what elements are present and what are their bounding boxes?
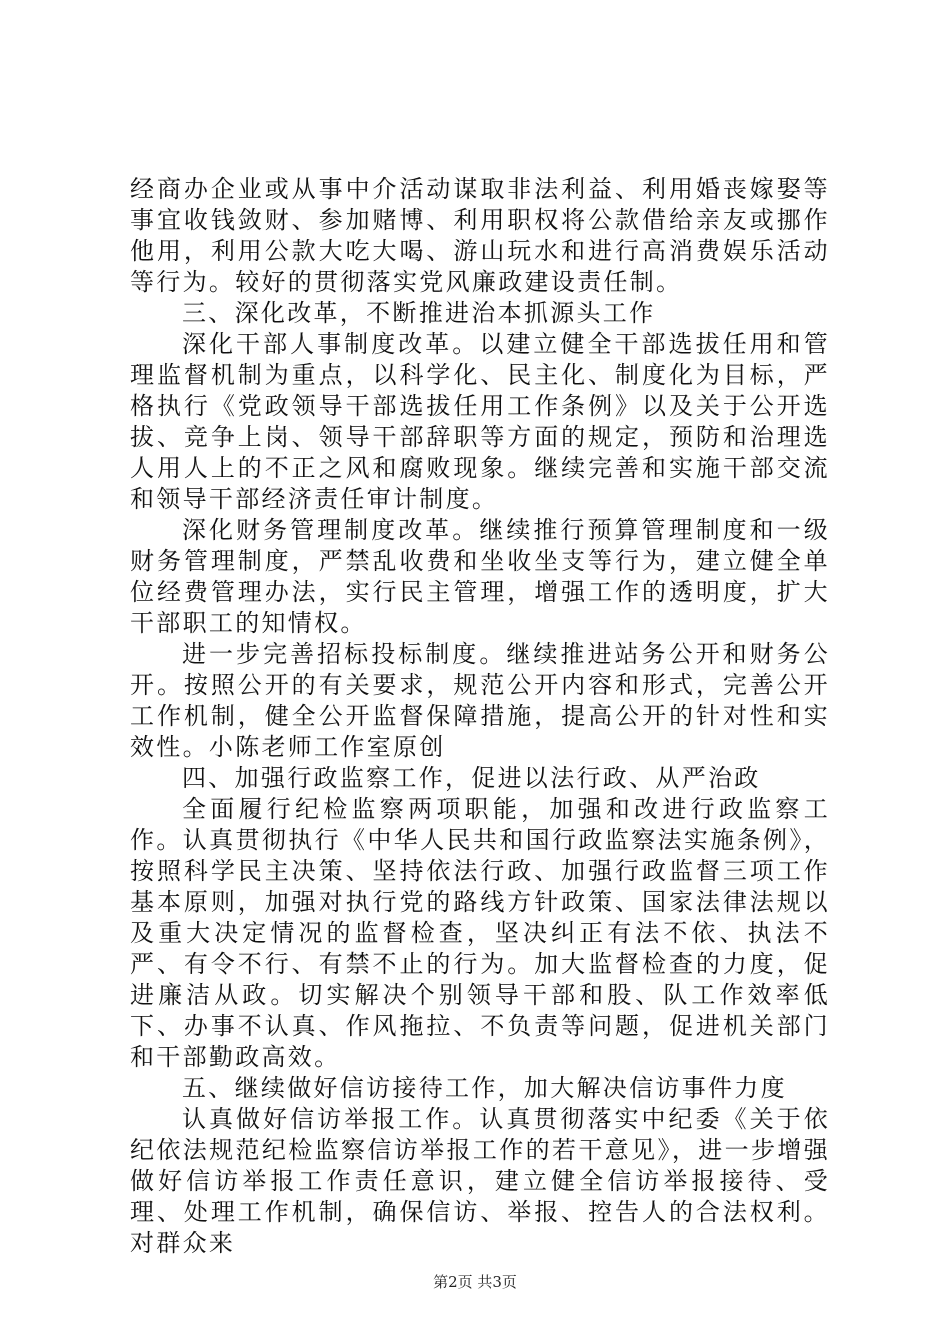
document-body	[130, 174, 830, 1259]
paragraph-petition: 认真做好信访举报工作。认真贯彻落实中纪委《关于依纪依法规范纪检监察信访举报工作的若干意见》，进一步增强做好信访举报工作责任意识，建立健全信访举报接待、受理、处理工作机制，确保信访、举报、控告人的合法权利。对群众来	[130, 1105, 830, 1257]
paragraph-finance-reform: 深化财务管理制度改革。继续推行预算管理制度和一级财务管理制度，严禁乱收费和坐收坐支等行为，建立健全单位经费管理办法，实行民主管理，增强工作的透明度，扩大干部职工的知情权。	[130, 516, 830, 637]
paragraph-bidding-system: 进一步完善招标投标制度。继续推进站务公开和财务公开。按照公开的有关要求，规范公开内容和形式，完善公开工作机制，健全公开监督保障措施，提高公开的针对性和实效性。小陈老师工作室原创	[130, 640, 830, 761]
section-heading-3: 三、深化改革，不断推进治本抓源头工作	[182, 299, 656, 327]
page-number-footer: 第2页 共3页	[433, 1273, 517, 1291]
section-heading-4: 四、加强行政监察工作，促进以法行政、从严治政	[182, 764, 761, 792]
paragraph-continuation: 经商办企业或从事中介活动谋取非法利益、利用婚丧嫁娶等事宜收钱敛财、参加赌博、利用职权将公款借给亲友或挪作他用，利用公款大吃大喝、游山玩水和进行高消费娱乐活动等行为。较好的贯彻落实党风廉政建设责任制。	[130, 175, 830, 296]
paragraph-supervision: 全面履行纪检监察两项职能，加强和改进行政监察工作。认真贯彻执行《中华人民共和国行政监察法实施条例》，按照科学民主决策、坚持依法行政、加强行政监督三项工作基本原则，加强对执行党的路线方针政策、国家法律法规以及重大决定情况的监督检查，坚决纠正有法不依、执法不严、有令不行、有禁不止的行为。加大监督检查的力度，促进廉洁从政。切实解决个别领导干部和股、队工作效率低下、办事不认真、作风拖拉、不负责等问题，促进机关部门和干部勤政高效。	[130, 795, 830, 1071]
section-heading-5: 五、继续做好信访接待工作，加大解决信访事件力度	[182, 1074, 787, 1102]
paragraph-personnel-reform: 深化干部人事制度改革。以建立健全干部选拔任用和管理监督机制为重点，以科学化、民主化、制度化为目标，严格执行《党政领导干部选拔任用工作条例》以及关于公开选拔、竞争上岗、领导干部辞职等方面的规定，预防和治理选人用人上的不正之风和腐败现象。继续完善和实施干部交流和领导干部经济责任审计制度。	[130, 330, 830, 513]
